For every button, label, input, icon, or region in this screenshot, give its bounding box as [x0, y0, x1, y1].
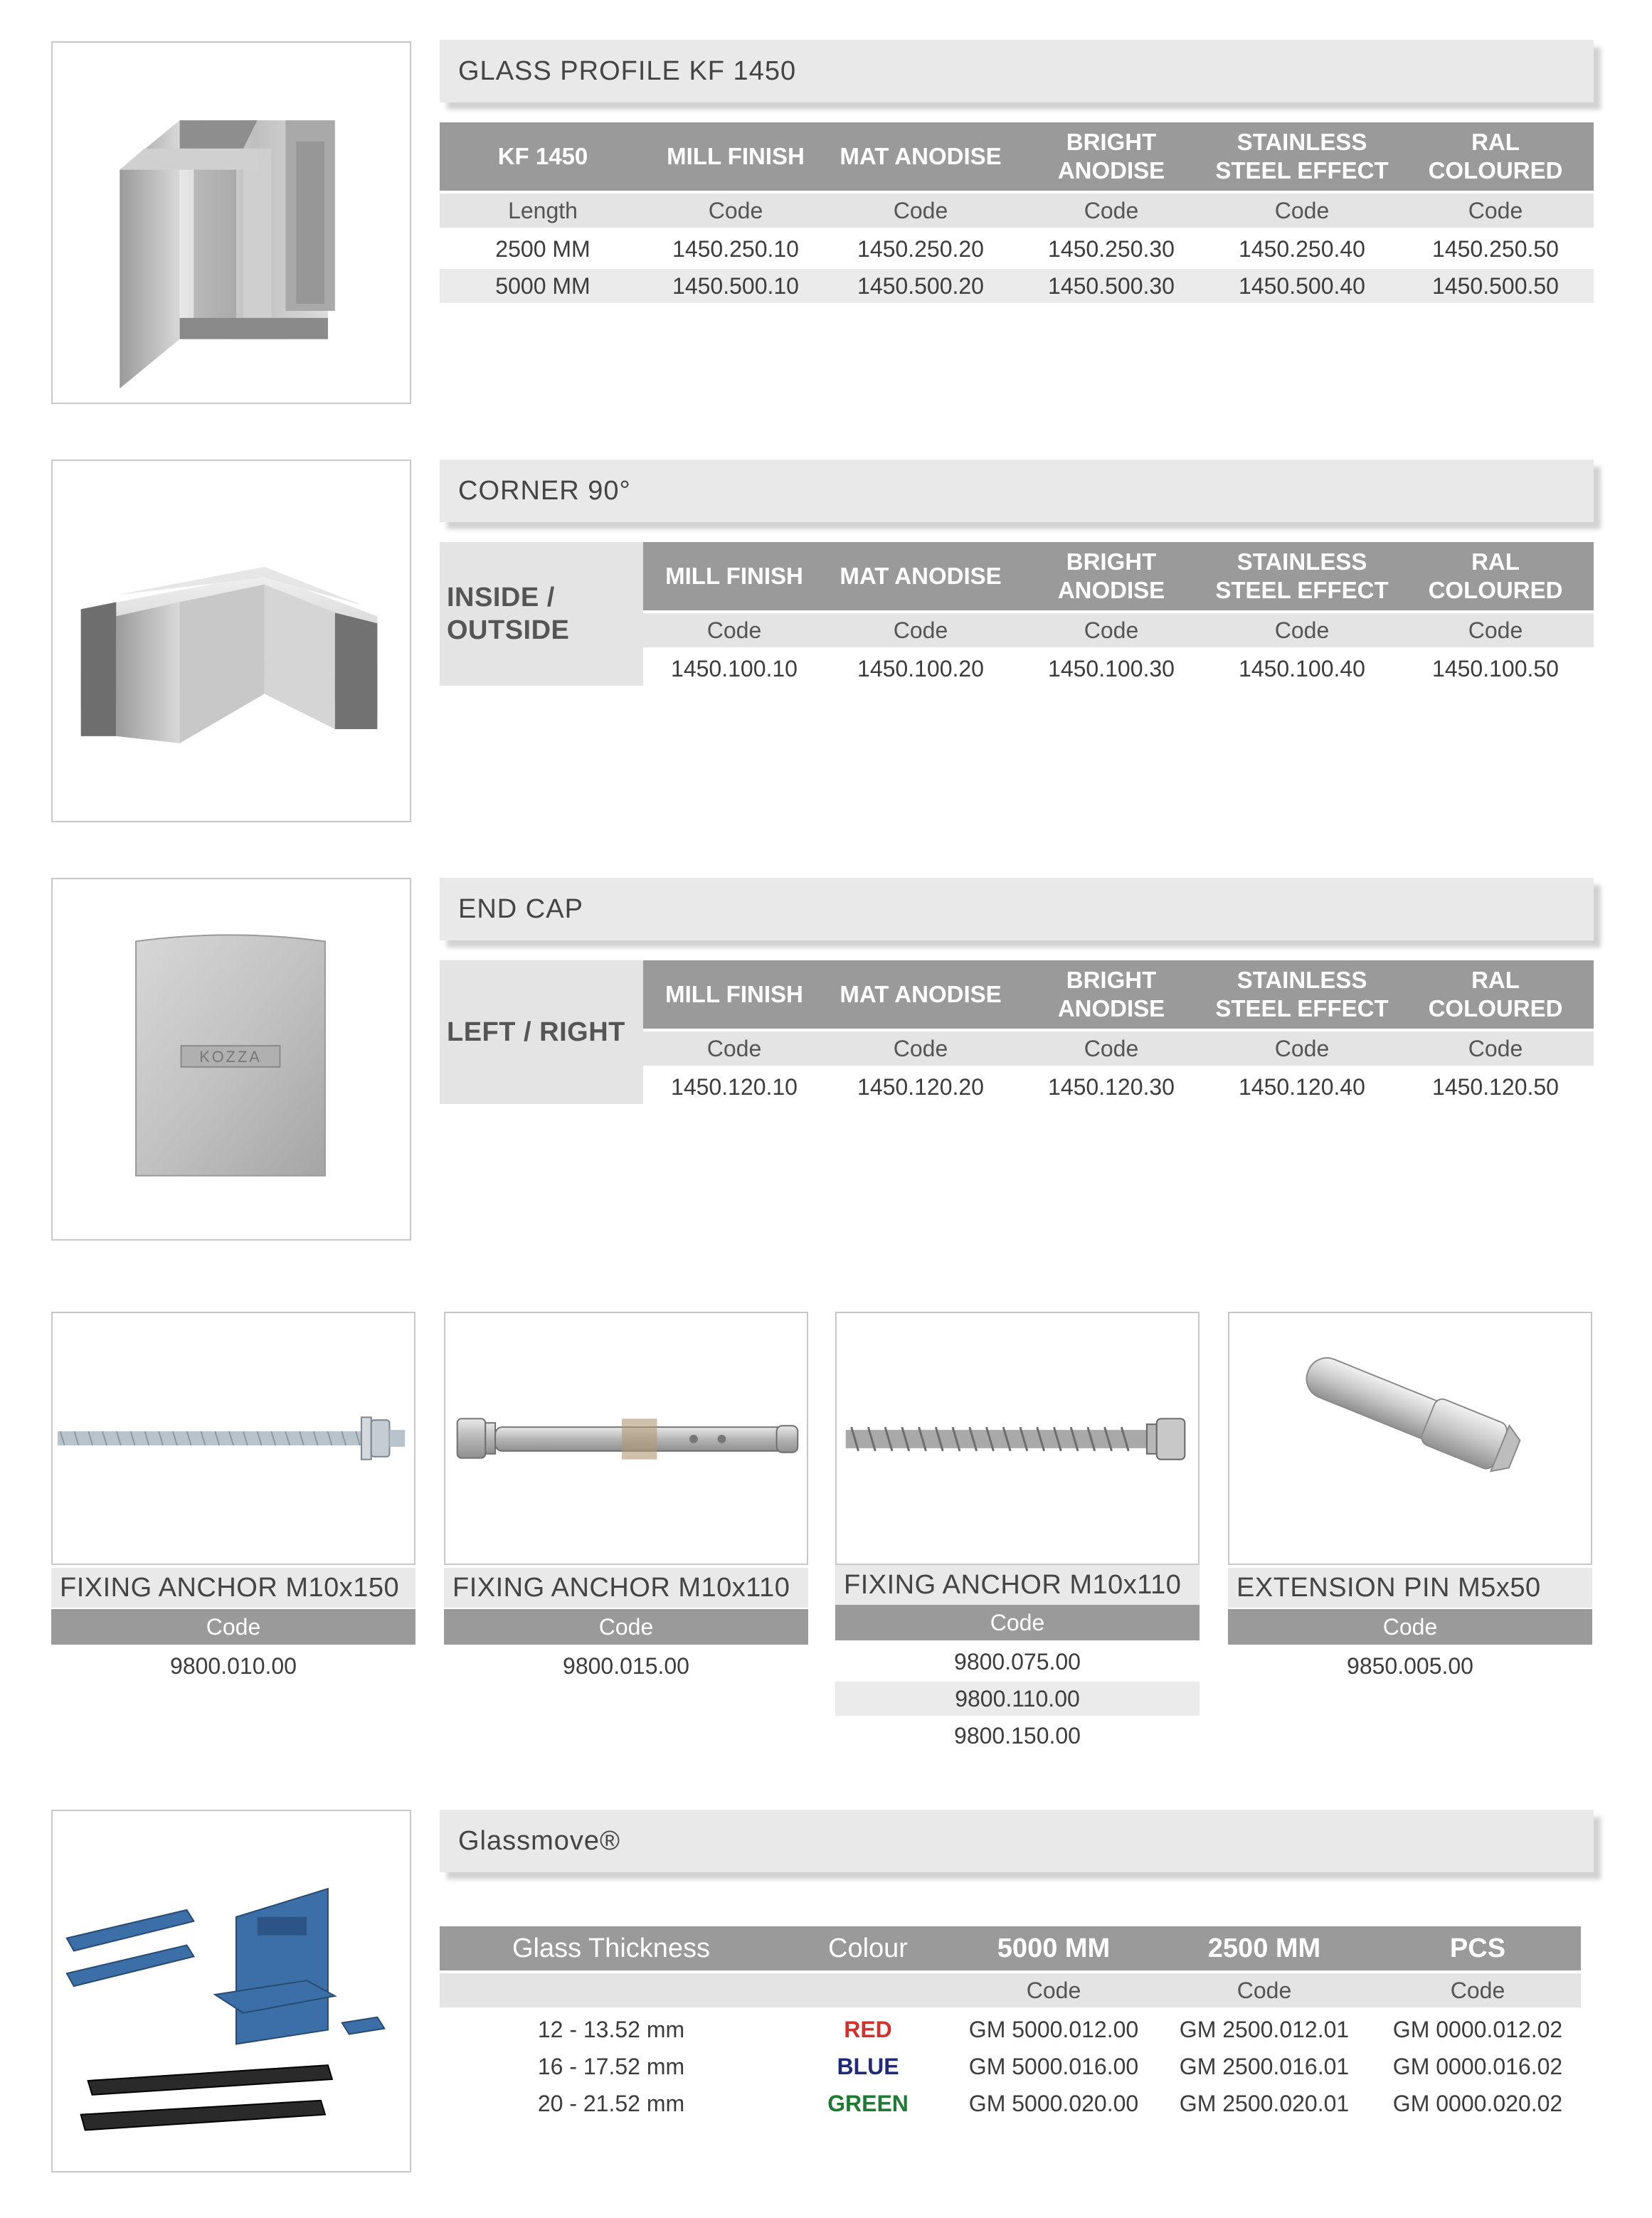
table-cell: 1450.500.20 — [857, 272, 984, 299]
subheader-cell: Code — [706, 1035, 762, 1061]
gm-header-2500: 2500 MM — [1154, 1926, 1375, 1970]
header-kf1450: KF 1450 — [440, 122, 646, 191]
accessory-title-2: FIXING ANCHOR M10x110 — [444, 1568, 808, 1608]
table-cell: GM 5000.016.00 — [968, 2053, 1139, 2079]
table-cell: 1450.500.10 — [672, 272, 799, 299]
accessory-code-label-1: Code — [51, 1609, 415, 1645]
fixing-anchor-m10x110-screw-image — [835, 1312, 1200, 1565]
table-cell: GM 0000.016.02 — [1392, 2053, 1563, 2079]
corner-row-label-line1: INSIDE / — [447, 583, 555, 612]
table-row — [440, 2012, 1581, 2047]
endcap-header-ral: RAL COLOURED — [1397, 960, 1594, 1029]
accessory-code-value: 9800.015.00 — [563, 1652, 689, 1679]
table-cell: 1450.120.10 — [671, 1073, 798, 1100]
corner-header-ral: RAL COLOURED — [1397, 542, 1594, 610]
aluminium-profile-icon — [53, 43, 410, 403]
subheader-cell: Code — [1274, 617, 1330, 643]
corner-header-bright: BRIGHT ANODISE — [1016, 542, 1207, 610]
table-cell: 5000 MM — [495, 272, 591, 299]
end-cap-logo: KOZZA — [199, 1047, 262, 1066]
table-cell: 1450.100.40 — [1239, 655, 1365, 681]
table-cell: GM 5000.020.00 — [968, 2090, 1139, 2116]
table-row — [643, 652, 1594, 686]
table-cell: 1450.500.30 — [1048, 272, 1175, 299]
table-cell: 16 - 17.52 mm — [537, 2053, 685, 2079]
corner-header-mat-anodise: MAT ANODISE — [825, 542, 1016, 610]
gm-header-thickness: Glass Thickness — [440, 1926, 783, 1970]
glassmove-image — [51, 1810, 411, 2172]
table-cell: 1450.100.20 — [857, 655, 984, 681]
subheader-cell: Code — [893, 617, 948, 643]
subheader-cell — [783, 1973, 953, 2007]
table-row — [643, 1070, 1594, 1104]
endcap-header-mat-anodise: MAT ANODISE — [825, 960, 1016, 1029]
subheader-cell — [440, 1973, 783, 2007]
subheader-cell: Code — [1450, 1977, 1505, 2003]
end-cap-title: END CAP — [440, 878, 1594, 940]
subheader-cell: Code — [1084, 617, 1139, 643]
table-row — [440, 2049, 1581, 2084]
concrete-screw-icon — [837, 1313, 1198, 1564]
gm-subheader-row — [440, 1973, 1581, 2007]
gm-header-pcs: PCS — [1375, 1926, 1581, 1970]
colour-green: GREEN — [827, 2090, 909, 2116]
table-cell: 1450.250.50 — [1432, 235, 1559, 262]
table-cell: 1450.250.20 — [857, 235, 984, 262]
table-cell: 1450.100.30 — [1048, 655, 1175, 681]
glassmove-title: Glassmove® — [440, 1810, 1594, 1872]
accessory-code-label-2: Code — [444, 1609, 808, 1645]
subheader-cell: Code — [1084, 197, 1139, 223]
accessory-code-value: 9800.110.00 — [835, 1682, 1200, 1716]
table-cell: GM 2500.020.01 — [1179, 2090, 1350, 2116]
header-mill-finish: MILL FINISH — [646, 122, 825, 191]
extension-pin-icon — [1229, 1313, 1591, 1564]
subheader-cell: Code — [1468, 197, 1523, 223]
accessory-title-1: FIXING ANCHOR M10x150 — [51, 1568, 415, 1608]
subheader-cell: Code — [1468, 617, 1523, 643]
table-cell: 1450.250.10 — [672, 235, 799, 262]
table-cell: 2500 MM — [495, 235, 591, 262]
subheader-cell: Code — [1274, 197, 1330, 223]
corner-profile-icon — [53, 461, 410, 821]
subheader-cell: Code — [1468, 1035, 1523, 1061]
header-ral: RAL COLOURED — [1397, 122, 1594, 191]
endcap-header-stainless: STAINLESS STEEL EFFECT — [1207, 960, 1397, 1029]
fixing-anchor-m10x110-image — [444, 1312, 808, 1565]
subheader-cell: Code — [893, 1035, 948, 1061]
table-cell: 1450.100.50 — [1432, 655, 1559, 681]
accessory-title-4: EXTENSION PIN M5x50 — [1228, 1568, 1592, 1608]
table-cell: GM 0000.012.02 — [1392, 2016, 1563, 2042]
table-cell: 1450.250.40 — [1239, 235, 1365, 262]
subheader-row — [440, 193, 1594, 228]
end-cap-row-label: LEFT / RIGHT — [440, 960, 643, 1104]
colour-red: RED — [844, 2016, 892, 2042]
accessory-code-label-4: Code — [1228, 1609, 1592, 1645]
sleeve-anchor-icon — [445, 1313, 807, 1564]
subheader-cell: Code — [893, 197, 948, 223]
table-cell: 1450.120.50 — [1432, 1073, 1559, 1100]
accessory-title-3: FIXING ANCHOR M10x110 — [835, 1565, 1200, 1605]
subheader-cell: Code — [706, 617, 762, 643]
header-mat-anodise: MAT ANODISE — [825, 122, 1016, 191]
end-cap-image — [51, 878, 411, 1241]
table-cell: 1450.120.40 — [1239, 1073, 1365, 1100]
table-cell: GM 0000.020.02 — [1392, 2090, 1563, 2116]
endcap-header-mill-finish: MILL FINISH — [643, 960, 825, 1029]
table-cell: 1450.120.30 — [1048, 1073, 1175, 1100]
accessory-code-value: 9800.010.00 — [170, 1652, 297, 1679]
subheader-cell: Code — [708, 197, 763, 223]
subheader-cell: Code — [1026, 1977, 1081, 2003]
accessory-code-value: 9800.150.00 — [954, 1722, 1081, 1749]
subheader-cell: Code — [1274, 1035, 1330, 1061]
table-cell: 20 - 21.52 mm — [537, 2090, 685, 2116]
fixing-anchor-m10x150-image — [51, 1312, 415, 1565]
accessory-code-label-3: Code — [835, 1605, 1200, 1640]
glassmove-kit-icon — [53, 1811, 410, 2171]
table-row — [440, 232, 1594, 266]
table-cell: GM 2500.012.01 — [1179, 2016, 1350, 2042]
table-cell: 1450.250.30 — [1048, 235, 1175, 262]
table-cell: 1450.120.20 — [857, 1073, 984, 1100]
accessory-code-value: 9850.005.00 — [1347, 1652, 1473, 1679]
glass-profile-image — [51, 41, 411, 404]
table-cell: 1450.500.50 — [1432, 272, 1559, 299]
subheader-cell: Code — [1084, 1035, 1139, 1061]
table-cell: GM 5000.012.00 — [968, 2016, 1139, 2042]
corner-row-label-line2: OUTSIDE — [447, 615, 570, 645]
corner-row-label — [440, 542, 643, 686]
end-cap-icon — [53, 879, 410, 1239]
gm-header-5000: 5000 MM — [953, 1926, 1154, 1970]
corner-subheader-row — [643, 613, 1594, 647]
corner-header-mill-finish: MILL FINISH — [643, 542, 825, 610]
table-cell: 12 - 13.52 mm — [537, 2016, 685, 2042]
table-cell: 1450.500.40 — [1239, 272, 1365, 299]
subheader-cell: Length — [508, 197, 578, 223]
corner-image — [51, 460, 411, 822]
colour-blue: BLUE — [837, 2053, 899, 2079]
table-row — [440, 2086, 1581, 2121]
subheader-cell: Code — [1237, 1977, 1292, 2003]
threaded-rod-icon — [53, 1313, 414, 1564]
accessory-code-value: 9800.075.00 — [954, 1648, 1081, 1675]
corner-title: CORNER 90° — [440, 460, 1594, 522]
header-bright-anodise: BRIGHT ANODISE — [1016, 122, 1207, 191]
header-stainless: STAINLESS STEEL EFFECT — [1207, 122, 1397, 191]
endcap-header-bright: BRIGHT ANODISE — [1016, 960, 1207, 1029]
endcap-subheader-row — [643, 1031, 1594, 1066]
extension-pin-image — [1228, 1312, 1592, 1565]
glass-profile-title: GLASS PROFILE KF 1450 — [440, 40, 1594, 102]
table-cell: GM 2500.016.01 — [1179, 2053, 1350, 2079]
table-row — [440, 269, 1594, 303]
gm-header-colour: Colour — [783, 1926, 953, 1970]
corner-header-stainless: STAINLESS STEEL EFFECT — [1207, 542, 1397, 610]
table-cell: 1450.100.10 — [671, 655, 798, 681]
